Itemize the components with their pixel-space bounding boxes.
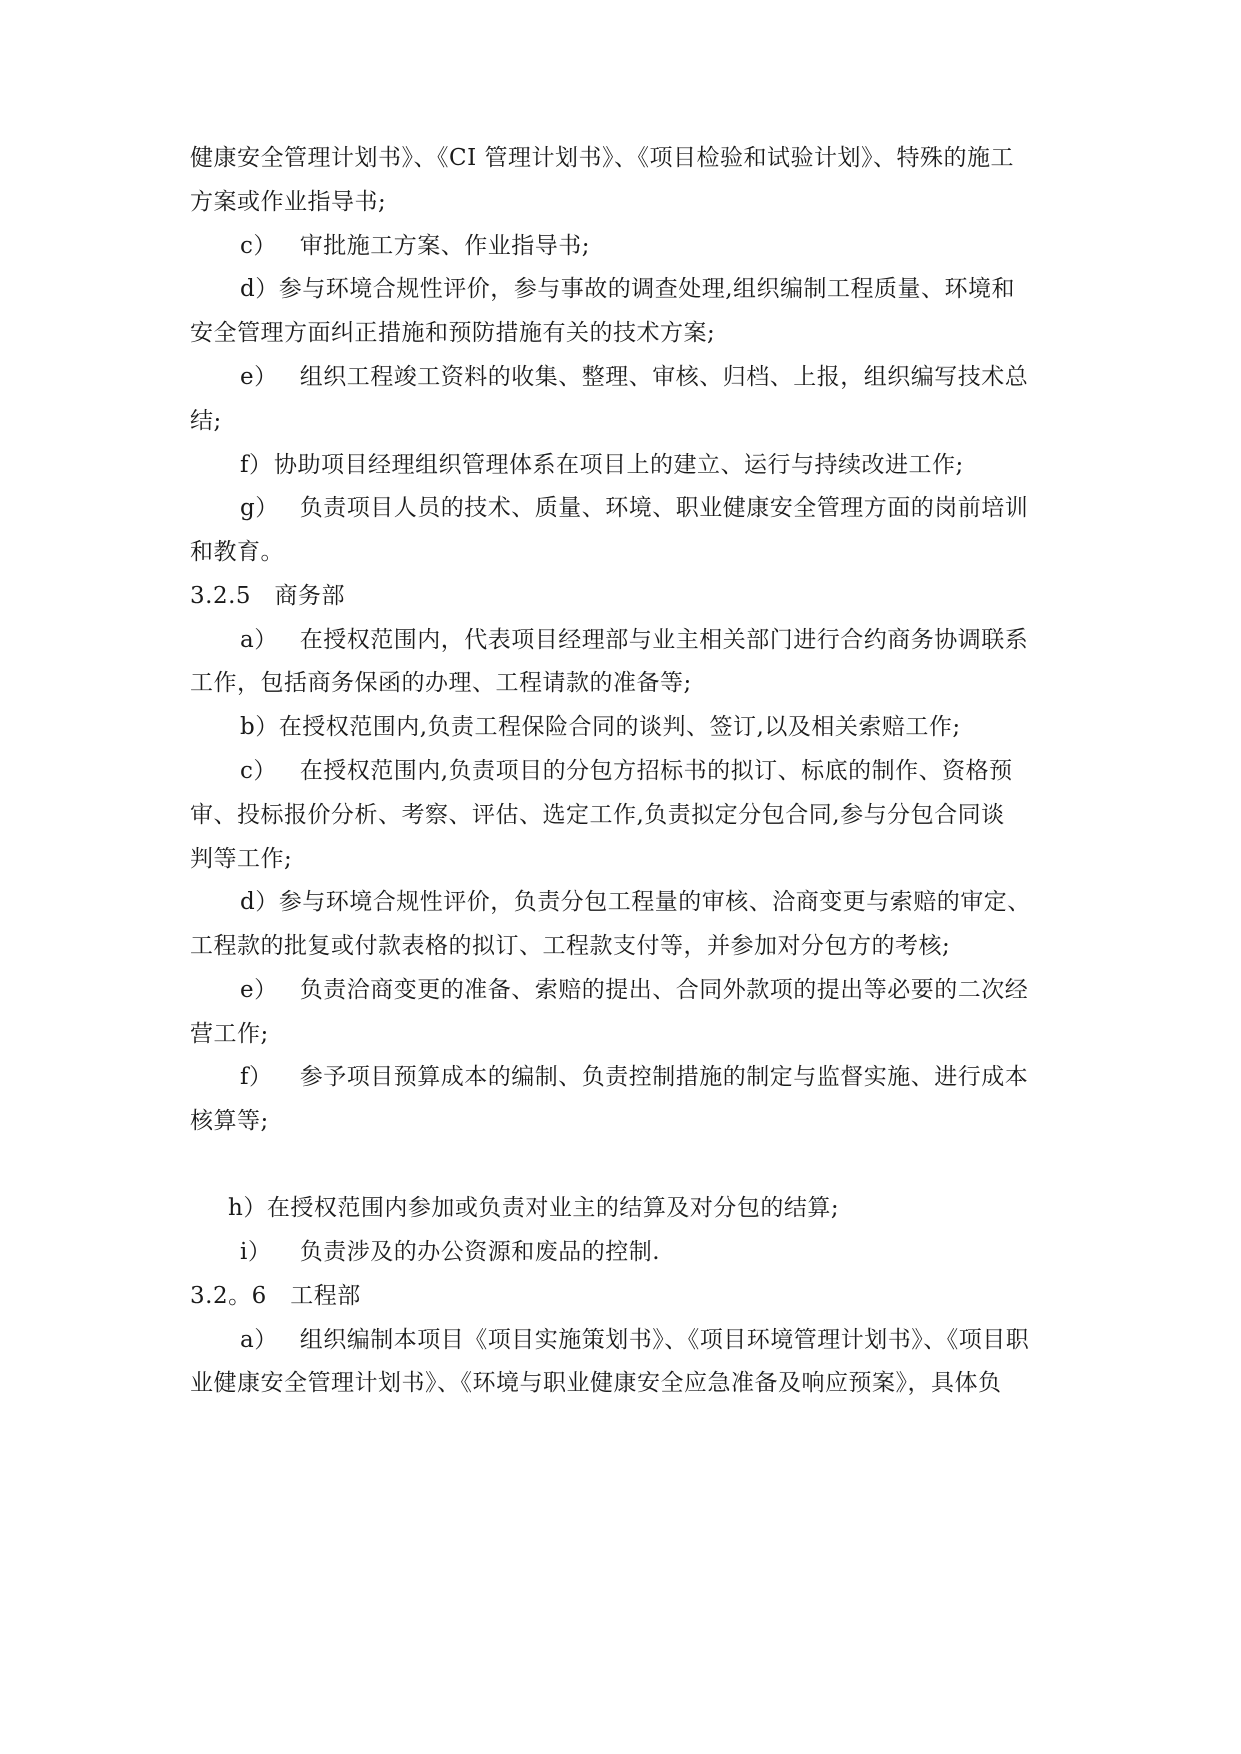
text-line: 工作，包括商务保函的办理、工程请款的准备等; <box>190 670 692 696</box>
list-item: a） 组织编制本项目《项目实施策划书》、《项目环境管理计划书》、《项目职 <box>240 1324 1241 1356</box>
item-label: a） <box>240 1327 278 1353</box>
text-line: 安全管理方面纠正措施和预防措施有关的技术方案; <box>190 320 716 346</box>
section-heading: 3.2.5 商务部 <box>190 583 346 609</box>
list-item: i） 负责涉及的办公资源和废品的控制. <box>240 1236 1241 1268</box>
text-line: 结; <box>190 408 222 434</box>
list-item: h）在授权范围内参加或负责对业主的结算及对分包的结算; <box>228 1192 1241 1224</box>
text-line: 核算等; <box>190 1108 269 1134</box>
item-label: i） <box>240 1239 272 1265</box>
list-item: d）参与环境合规性评价，负责分包工程量的审核、洽商变更与索赔的审定、 <box>240 886 1241 918</box>
item-label: a） <box>240 627 278 653</box>
item-label: h） <box>228 1195 267 1221</box>
list-item: c） 在授权范围内,负责项目的分包方招标书的拟订、标底的制作、资格预 <box>240 755 1241 787</box>
item-label: e） <box>240 364 278 390</box>
item-label: d） <box>240 889 279 915</box>
text-line: 营工作; <box>190 1021 269 1047</box>
text-line: 业健康安全管理计划书》、《环境与职业健康安全应急准备及响应预案》，具体负 <box>190 1370 1002 1396</box>
item-label: g） <box>240 495 279 521</box>
item-label: c） <box>240 758 277 784</box>
list-item: b）在授权范围内,负责工程保险合同的谈判、签订,以及相关索赔工作; <box>240 711 1241 743</box>
list-item: f）协助项目经理组织管理体系在项目上的建立、运行与持续改进工作; <box>240 449 1241 481</box>
item-label: f） <box>240 452 273 478</box>
text-line: 工程款的批复或付款表格的拟订、工程款支付等，并参加对分包方的考核; <box>190 933 951 959</box>
item-label: f） <box>240 1064 273 1090</box>
text-line: 和教育。 <box>190 539 284 565</box>
section-heading: 3.2。6 工程部 <box>190 1283 361 1309</box>
text-line: 判等工作; <box>190 846 293 872</box>
item-label: c） <box>240 233 277 259</box>
text-line: 方案或作业指导书; <box>190 189 387 215</box>
list-item: e） 组织工程竣工资料的收集、整理、审核、归档、上报，组织编写技术总 <box>240 361 1241 393</box>
list-item: a） 在授权范围内，代表项目经理部与业主相关部门进行合约商务协调联系 <box>240 624 1241 656</box>
list-item: g） 负责项目人员的技术、质量、环境、职业健康安全管理方面的岗前培训 <box>240 492 1241 524</box>
text-line: 健康安全管理计划书》、《CI 管理计划书》、《项目检验和试验计划》、特殊的施工 <box>190 145 1014 171</box>
list-item: f） 参予项目预算成本的编制、负责控制措施的制定与监督实施、进行成本 <box>240 1061 1241 1093</box>
item-label: e） <box>240 977 278 1003</box>
list-item: c） 审批施工方案、作业指导书; <box>240 230 1241 262</box>
item-label: d） <box>240 276 279 302</box>
list-item: d）参与环境合规性评价，参与事故的调查处理,组织编制工程质量、环境和 <box>240 273 1241 305</box>
text-line: 审、投标报价分析、考察、评估、选定工作,负责拟定分包合同,参与分包合同谈 <box>190 802 1005 828</box>
list-item: e） 负责洽商变更的准备、索赔的提出、合同外款项的提出等必要的二次经 <box>240 974 1241 1006</box>
item-label: b） <box>240 714 279 740</box>
